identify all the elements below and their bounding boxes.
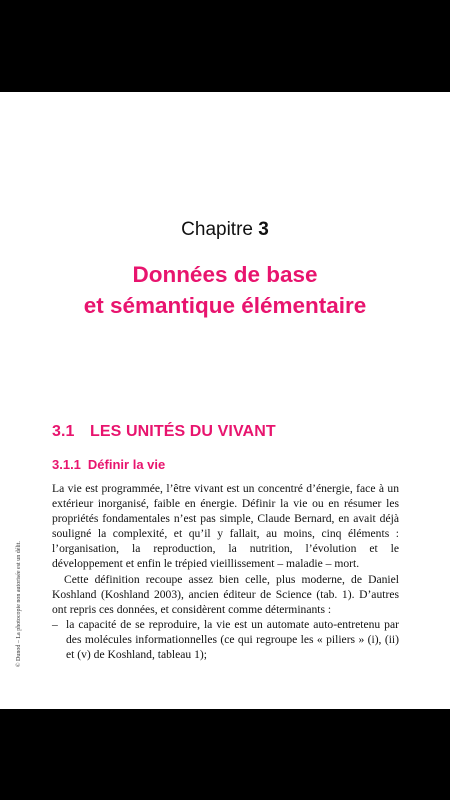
subsection-number: 3.1.1 [52, 457, 81, 472]
bullet-item [52, 617, 399, 662]
subsection-heading [52, 457, 165, 472]
paragraph: La vie est programmée, l’être vivant est un concentré d’énergie, face à un extérieur inorganisé, faible en énergie. Définir la vie ou en résumer les propriétés fondamentales n’est pas simple, Claude Bernard, en avait déjà souligné la complexité, et qu’il y fallait, au moins, cinq éléments : l’organisation, la reproduction, la nutrition, l’évolution et le développement et enfin le trépied vieillissement – maladie – mort. [52, 482, 399, 571]
body-text [52, 481, 399, 662]
chapter-label [0, 219, 450, 241]
book-page [0, 92, 450, 709]
subsection-title: Définir la vie [87, 457, 166, 472]
section-title: LES UNITÉS DU VIVANT [90, 423, 276, 440]
chapter-word: Chapitre [181, 219, 253, 240]
chapter-title [0, 259, 450, 321]
section-heading [52, 423, 276, 441]
bullet-dash: – [52, 617, 58, 631]
paragraph: Cette définition recoupe assez bien celle, plus moderne, de Daniel Koshland (Koshland 2003), ancien éditeur de Science (tab. 1). D’autres ont repris ces données, et considèrent comme déterminants : [52, 572, 399, 616]
chapter-number: 3 [258, 219, 269, 240]
chapter-title-line-2: et sémantique élémentaire [83, 293, 367, 318]
bullet-text: la capacité de se reproduire, la vie est un automate auto-entretenu par des molécules informationnelles (ce qui regroupe les « piliers » (i), (ii) et (v) de Koshland, tableau 1); [66, 617, 399, 662]
section-number: 3.1 [52, 423, 75, 440]
chapter-title-line-1: Données de base [132, 262, 318, 287]
copyright-notice: © Dunod – La photocopie non autorisée est un délit. [16, 541, 22, 667]
